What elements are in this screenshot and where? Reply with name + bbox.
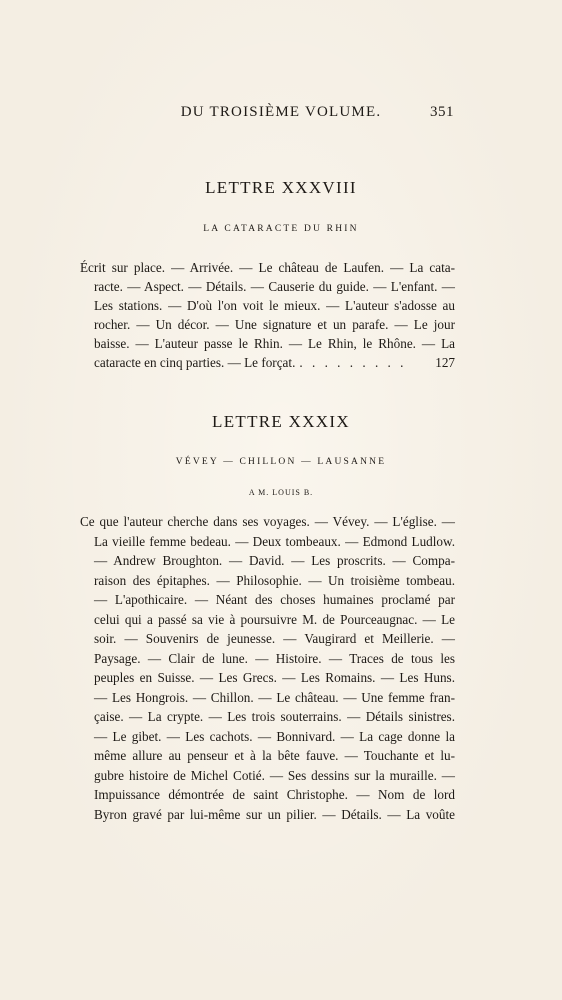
summary-line: Impuissance démontrée de saint Christophe. — Nom de lord — [94, 787, 455, 802]
summary-line: çaise. — La crypte. — Les trois souterrains. — Détails sinistres. — [94, 709, 455, 724]
summary-line: Paysage. — Clair de lune. — Histoire. — Traces de tous les — [94, 650, 455, 666]
running-head-title: DU TROISIÈME VOLUME. — [180, 104, 382, 120]
letter-summary — [80, 258, 455, 372]
summary-line: rocher. — Un décor. — Une signature et un parafe. — Le jour — [94, 317, 455, 332]
summary-line: gubre histoire de Michel Cotié. — Ses dessins sur la muraille. — — [94, 767, 455, 783]
summary-line: — Andrew Broughton. — David. — Les proscrits. — Compa- — [94, 553, 455, 568]
summary-line: Byron gravé par lui-même sur un pilier. — Détails. — La voûte — [94, 806, 455, 822]
letter-subtitle: LA CATARACTE DU RHIN — [203, 224, 359, 234]
summary-line: cataracte en cinq parties. — Le forçat. — [94, 355, 296, 370]
summary-line: raison des épitaphes. — Philosophie. — Un troisième tombeau. — [94, 572, 455, 588]
summary-line: racte. — Aspect. — Détails. — Causerie du guide. — L'enfant. — — [94, 279, 455, 294]
letter-heading: LETTRE XXXIX — [212, 412, 350, 431]
summary-line: La vieille femme bedeau. — Deux tombeaux. — Edmond Ludlow. — [94, 533, 455, 549]
summary-line: — L'apothicaire. — Néant des choses humaines proclamé par — [94, 592, 455, 607]
summary-last-line — [80, 353, 455, 372]
summary-line: — Les Hongrois. — Chillon. — Le château. — Une femme fran- — [94, 689, 455, 705]
summary-line: Écrit sur place. — Arrivée. — Le château de Laufen. — La cata- — [80, 260, 455, 275]
letter-subtitle: VÉVEY — CHILLON — LAUSANNE — [175, 457, 387, 467]
running-head — [0, 104, 562, 124]
summary-line: même allure au penseur et à la bête fauve. — Touchante et lu- — [94, 748, 455, 763]
summary-line: peuples en Suisse. — Les Grecs. — Les Romains. — Les Huns. — [94, 670, 455, 685]
letter-summary — [80, 512, 455, 824]
summary-line: celui qui a passé sa vie à poursuivre M. de Pourceaugnac. — Le — [94, 611, 455, 627]
summary-line: Ce que l'auteur cherche dans ses voyages. — Vévey. — L'église. — — [80, 514, 455, 529]
summary-line: baisse. — L'auteur passe le Rhin. — Le Rhin, le Rhône. — La — [94, 336, 455, 351]
summary-line: — Le gibet. — Les cachots. — Bonnivard. — La cage donne la — [94, 728, 455, 744]
page-reference: 127 — [435, 355, 455, 370]
summary-line: soir. — Souvenirs de jeunesse. — Vaugirard et Meillerie. — — [94, 631, 455, 646]
dedication: A M. LOUIS B. — [248, 488, 314, 497]
dot-leader: . . . . . . . . . — [299, 355, 407, 370]
page-number: 351 — [430, 104, 454, 120]
letter-heading: LETTRE XXXVIII — [205, 178, 357, 197]
summary-line: Les stations. — D'où l'on voit le mieux. — L'auteur s'adosse au — [94, 298, 455, 313]
